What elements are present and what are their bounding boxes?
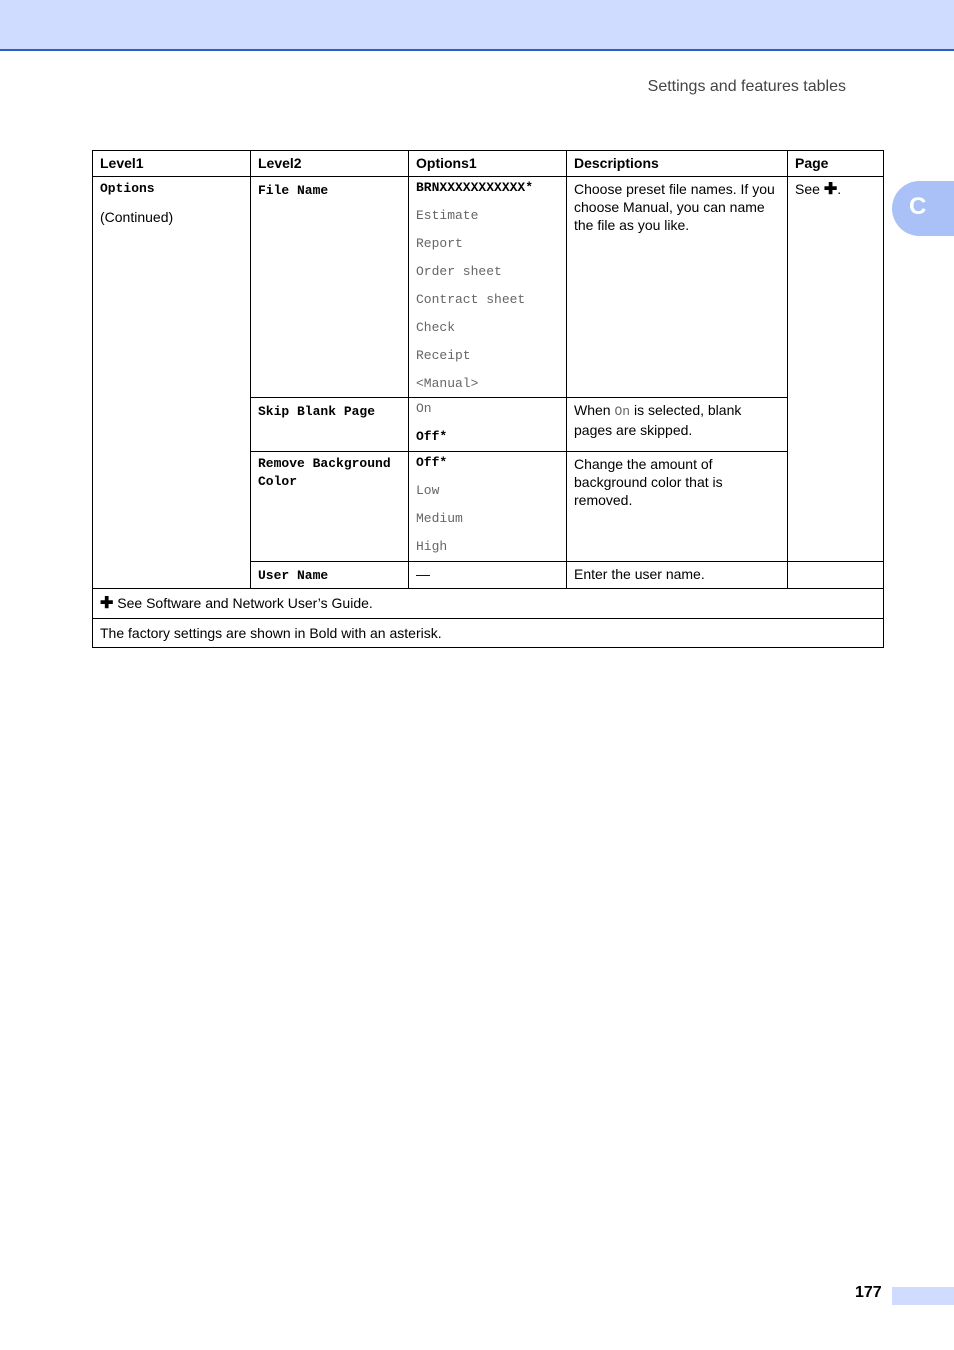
level2-remove-background-color: Remove Background Color bbox=[258, 456, 391, 489]
level1-note: (Continued) bbox=[100, 209, 174, 225]
option-item: Contract sheet bbox=[416, 292, 526, 307]
level1-name: Options bbox=[100, 181, 155, 196]
options-cell bbox=[409, 398, 567, 452]
page-ref-prefix: See bbox=[795, 181, 820, 197]
column-header-page: Page bbox=[788, 151, 884, 177]
option-item: Off* bbox=[416, 429, 448, 444]
cross-reference-icon: ✚ bbox=[823, 181, 838, 198]
option-item: On bbox=[416, 401, 432, 416]
column-header-descriptions: Descriptions bbox=[567, 151, 788, 177]
option-item: BRNXXXXXXXXXXX* bbox=[416, 180, 534, 195]
description-cell: Enter the user name. bbox=[567, 562, 788, 589]
appendix-tab bbox=[892, 181, 954, 236]
option-item: High bbox=[416, 539, 448, 554]
options-cell bbox=[409, 562, 567, 589]
level2-cell bbox=[251, 398, 409, 452]
options-cell bbox=[409, 177, 567, 398]
page-cell bbox=[788, 177, 884, 562]
section-title: Settings and features tables bbox=[647, 78, 846, 95]
footnote-row bbox=[93, 619, 884, 648]
page-number: 177 bbox=[855, 1284, 882, 1301]
column-header-options1: Options1 bbox=[409, 151, 567, 177]
page-number-bar bbox=[892, 1287, 954, 1305]
level1-cell bbox=[93, 177, 251, 589]
cross-reference-icon: ✚ bbox=[100, 595, 114, 612]
description-cell: Change the amount of background color that is removed. bbox=[567, 452, 788, 562]
table-header-row bbox=[93, 151, 884, 177]
footnote-software-guide bbox=[93, 589, 884, 619]
footnote-text: See Software and Network User’s Guide. bbox=[117, 595, 373, 611]
footnote-factory: The factory settings are shown in Bold with an asterisk. bbox=[93, 619, 884, 648]
description-code: On bbox=[614, 404, 631, 419]
level2-cell bbox=[251, 562, 409, 589]
column-header-level2: Level2 bbox=[251, 151, 409, 177]
description-cell: Choose preset file names. If you choose Manual, you can name the file as you like. bbox=[567, 177, 788, 398]
option-item: Low bbox=[416, 483, 440, 498]
option-item: Medium bbox=[416, 511, 463, 526]
option-item: <Manual> bbox=[416, 376, 479, 391]
appendix-tab-letter: C bbox=[909, 193, 927, 220]
option-item: Report bbox=[416, 236, 463, 251]
description-text: When bbox=[574, 402, 611, 418]
option-item: Off* bbox=[416, 455, 448, 470]
option-item: Order sheet bbox=[416, 264, 502, 279]
settings-table bbox=[92, 150, 884, 648]
level2-cell bbox=[251, 452, 409, 562]
level2-user-name: User Name bbox=[258, 568, 329, 583]
option-item: — bbox=[416, 566, 430, 582]
option-item: Receipt bbox=[416, 348, 471, 363]
page-cell-empty bbox=[788, 562, 884, 589]
level2-skip-blank-page: Skip Blank Page bbox=[258, 404, 376, 419]
options-cell bbox=[409, 452, 567, 562]
table-row bbox=[93, 177, 884, 398]
option-item: Check bbox=[416, 320, 456, 335]
description-cell bbox=[567, 398, 788, 452]
page-ref-suffix: . bbox=[837, 181, 842, 197]
column-header-level1: Level1 bbox=[93, 151, 251, 177]
footnote-row bbox=[93, 589, 884, 619]
level2-cell bbox=[251, 177, 409, 398]
option-item: Estimate bbox=[416, 208, 479, 223]
description-text: is selected, blank pages are skipped. bbox=[574, 402, 742, 438]
level2-file-name: File Name bbox=[258, 183, 329, 198]
header-band bbox=[0, 0, 954, 51]
